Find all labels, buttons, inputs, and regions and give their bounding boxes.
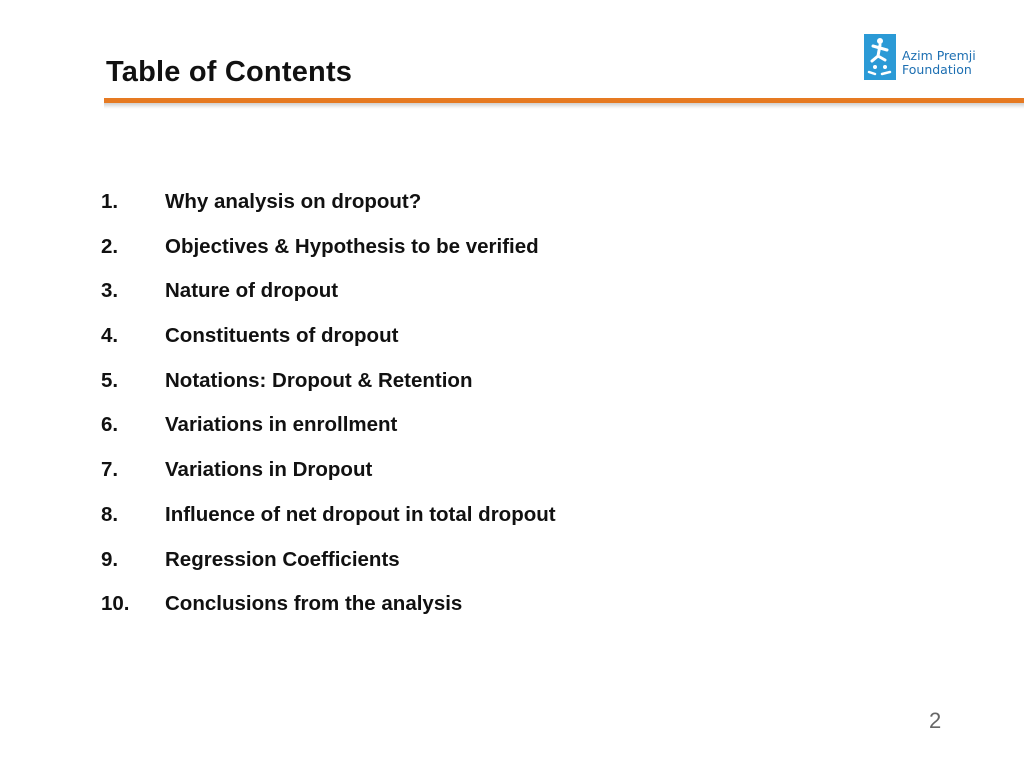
page-title: Table of Contents — [106, 56, 353, 88]
toc-item — [101, 548, 556, 593]
toc-item — [101, 369, 556, 414]
toc-item-number: 2. — [101, 234, 119, 258]
toc-item — [101, 503, 556, 548]
toc-item — [101, 279, 556, 324]
toc-item-number: 10. — [101, 592, 130, 616]
toc-item-text: Constituents of dropout — [165, 324, 399, 348]
toc-item — [101, 458, 556, 503]
toc-item-text: Regression Coefficients — [165, 547, 400, 571]
toc-item-number: 9. — [101, 547, 119, 571]
toc-item-text: Notations: Dropout & Retention — [165, 368, 473, 392]
toc-item-text: Why analysis on dropout? — [165, 190, 422, 213]
toc-item-number: 6. — [101, 413, 119, 437]
toc-item-number: 8. — [101, 502, 119, 526]
toc-item-number: 7. — [101, 458, 119, 482]
toc-item — [101, 324, 556, 369]
toc-item-text: Variations in enrollment — [165, 413, 398, 437]
toc-item — [101, 592, 556, 637]
toc-item-number: 1. — [101, 190, 119, 213]
azim-premji-foundation-logo-icon — [864, 34, 896, 80]
toc-item-text: Nature of dropout — [165, 279, 339, 303]
logo-text — [902, 49, 976, 77]
logo — [864, 34, 988, 82]
toc-item — [101, 190, 556, 235]
page-number: 2 — [929, 708, 942, 733]
toc-item — [101, 235, 556, 280]
logo-line-2: Foundation — [902, 62, 972, 77]
toc-item-text: Influence of net dropout in total dropout — [165, 502, 556, 526]
logo-line-1: Azim Premji — [902, 48, 976, 63]
title-underline-shadow — [104, 103, 1024, 109]
toc-item-text: Objectives & Hypothesis to be verified — [165, 234, 539, 258]
table-of-contents-list — [101, 190, 556, 637]
toc-item-number: 5. — [101, 368, 119, 392]
toc-item-text: Variations in Dropout — [165, 458, 373, 482]
toc-item-text: Conclusions from the analysis — [165, 592, 463, 616]
toc-item — [101, 413, 556, 458]
toc-item-number: 4. — [101, 324, 119, 348]
toc-item-number: 3. — [101, 279, 119, 303]
